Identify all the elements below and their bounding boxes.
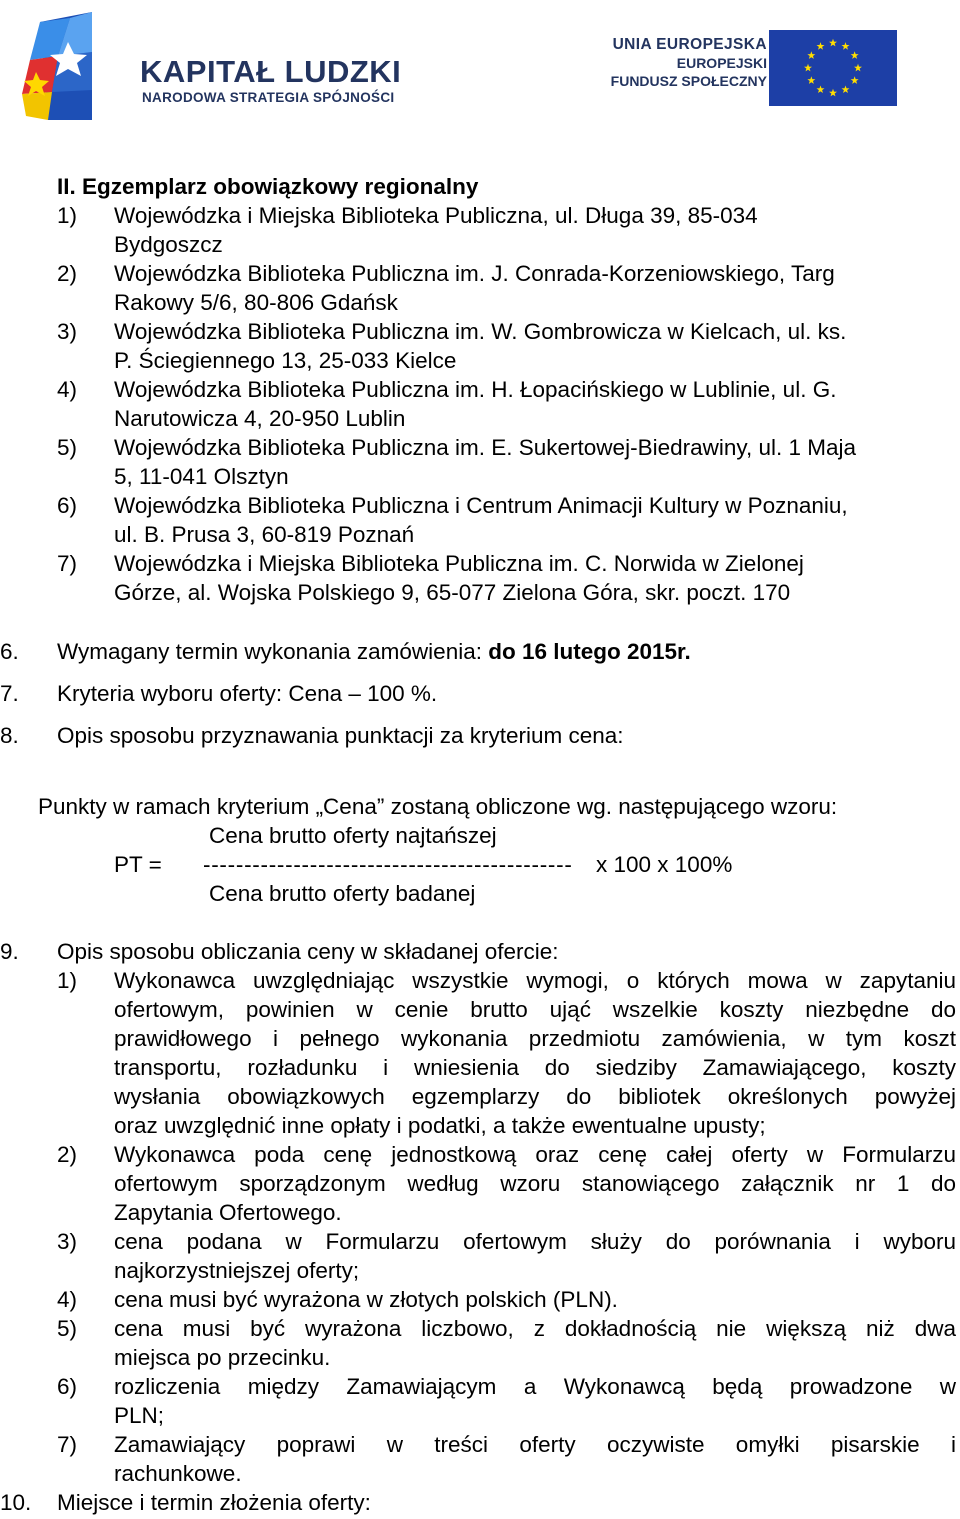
eu-line-1: UNIA EUROPEJSKA (612, 36, 767, 53)
point-9-text: Opis sposobu obliczania ceny w składanej ofercie: (57, 939, 559, 964)
list-item-number: 5) (57, 435, 78, 460)
formula-denominator: Cena brutto oferty badanej (209, 881, 476, 906)
list-item-line: miejsca po przecinku. (114, 1345, 331, 1370)
list-item-line: prawidłowego i pełnego wykonania przedmiotu zamówienia, w tym koszt (114, 1026, 956, 1051)
point-9-number: 9. (0, 939, 19, 964)
list-item-line: Wojewódzka Biblioteka Publiczna im. E. Sukertowej-Biedrawiny, ul. 1 Maja (114, 435, 856, 460)
list-item-number: 6) (57, 1374, 78, 1399)
point-8-text: Opis sposobu przyznawania punktacji za kryterium cena: (57, 723, 624, 748)
point-7-number: 7. (0, 681, 19, 706)
kapital-ludzki-emblem-icon (12, 8, 130, 126)
list-item-line: Wykonawca uwzględniając wszystkie wymogi, o których mowa w zapytaniu (114, 968, 956, 993)
list-item-line: Zamawiający poprawi w treści oferty oczywiste omyłki pisarskie i (114, 1432, 956, 1457)
point-6-number: 6. (0, 639, 19, 664)
list-item-line: 5, 11-041 Olsztyn (114, 464, 289, 489)
list-item-line: transportu, rozładunku i wniesienia do siedziby Zamawiającego, koszty (114, 1055, 956, 1080)
list-item-line: ofertowym, powinien w cenie brutto ująć wszelkie koszty niezbędne do (114, 997, 956, 1022)
formula-multiplier: x 100 x 100% (596, 852, 733, 877)
list-item-line: Wojewódzka Biblioteka Publiczna im. H. Łopacińskiego w Lublinie, ul. G. (114, 377, 837, 402)
list-item-line: Wojewódzka Biblioteka Publiczna im. W. Gombrowicza w Kielcach, ul. ks. (114, 319, 847, 344)
point-6-label: Wymagany termin wykonania zamówienia: (57, 639, 489, 664)
point-6-deadline: do 16 lutego 2015r. (488, 639, 691, 664)
eu-flag-icon (769, 30, 897, 106)
kapital-ludzki-subtitle: NARODOWA STRATEGIA SPÓJNOŚCI (142, 90, 395, 105)
list-item-line: oraz uwzględnić inne opłaty i podatki, a także ewentualne upusty; (114, 1113, 766, 1138)
list-item-number: 4) (57, 377, 78, 402)
list-item-line: cena musi być wyrażona liczbowo, z dokładnością nie większą niż dwa (114, 1316, 956, 1341)
list-item-number: 5) (57, 1316, 78, 1341)
list-item-line: rachunkowe. (114, 1461, 242, 1486)
list-item-line: cena musi być wyrażona w złotych polskich (PLN). (114, 1287, 618, 1312)
list-item-line: Górze, al. Wojska Polskiego 9, 65-077 Zielona Góra, skr. poczt. 170 (114, 580, 791, 605)
list-item-number: 2) (57, 1142, 78, 1167)
point-7-text: Kryteria wyboru oferty: Cena – 100 %. (57, 681, 438, 706)
list-item-line: ofertowym sporządzonym według wzoru stanowiącego załącznik nr 1 do (114, 1171, 956, 1196)
point-10-number: 10. (0, 1490, 32, 1515)
formula-fraction-line: --------------------------------------------- (203, 852, 573, 877)
point-8-number: 8. (0, 723, 19, 748)
eu-line-3: FUNDUSZ SPOŁECZNY (610, 73, 767, 89)
list-item-number: 3) (57, 1229, 78, 1254)
list-item-line: PLN; (114, 1403, 165, 1428)
kapital-ludzki-title: KAPITAŁ LUDZKI (140, 54, 402, 89)
point-10-text: Miejsce i termin złożenia oferty: (57, 1490, 371, 1515)
point-6-text (57, 637, 691, 666)
list-item-number: 3) (57, 319, 78, 344)
list-item-line: Wojewódzka i Miejska Biblioteka Publiczna im. C. Norwida w Zielonej (114, 551, 804, 576)
list-item-number: 1) (57, 968, 78, 993)
list-item-line: cena podana w Formularzu ofertowym służy do porównania i wyboru (114, 1229, 956, 1254)
list-item-line: Zapytania Ofertowego. (114, 1200, 342, 1225)
formula-intro: Punkty w ramach kryterium „Cena” zostaną obliczone wg. następującego wzoru: (38, 794, 838, 819)
list-item-number: 6) (57, 493, 78, 518)
eu-logo-text (611, 36, 767, 90)
eu-logo (572, 30, 897, 106)
list-item-line: Wojewódzka Biblioteka Publiczna im. J. Conrada-Korzeniowskiego, Targ (114, 261, 835, 286)
list-item-line: wysłania obowiązkowych egzemplarzy do bibliotek określonych powyżej (114, 1084, 956, 1109)
list-item-line: Rakowy 5/6, 80-806 Gdańsk (114, 290, 398, 315)
formula-lhs: PT = (114, 852, 162, 877)
list-item-line: Bydgoszcz (114, 232, 223, 257)
list-item-line: Narutowicza 4, 20-950 Lublin (114, 406, 406, 431)
list-item-line: Wykonawca poda cenę jednostkową oraz cenę całej oferty w Formularzu (114, 1142, 956, 1167)
list-item-number: 7) (57, 1432, 78, 1457)
list-item-number: 1) (57, 203, 78, 228)
list-item-number: 7) (57, 551, 78, 576)
eu-line-2: EUROPEJSKI (676, 55, 767, 71)
list-item-number: 2) (57, 261, 78, 286)
list-item-line: rozliczenia między Zamawiającym a Wykonawcą będą prowadzone w (114, 1374, 956, 1399)
list-item-line: Wojewódzka Biblioteka Publiczna i Centrum Animacji Kultury w Poznaniu, (114, 493, 848, 518)
list-item-line: Wojewódzka i Miejska Biblioteka Publiczna, ul. Długa 39, 85-034 (114, 203, 758, 228)
list-item-line: P. Ściegiennego 13, 25-033 Kielce (114, 348, 457, 373)
list-item-number: 4) (57, 1287, 78, 1312)
list-item-line: najkorzystniejszej oferty; (114, 1258, 360, 1283)
list-item-line: ul. B. Prusa 3, 60-819 Poznań (114, 522, 415, 547)
section-ii-heading: II. Egzemplarz obowiązkowy regionalny (57, 174, 479, 199)
formula-numerator: Cena brutto oferty najtańszej (209, 823, 497, 848)
kapital-ludzki-logo (12, 8, 442, 126)
